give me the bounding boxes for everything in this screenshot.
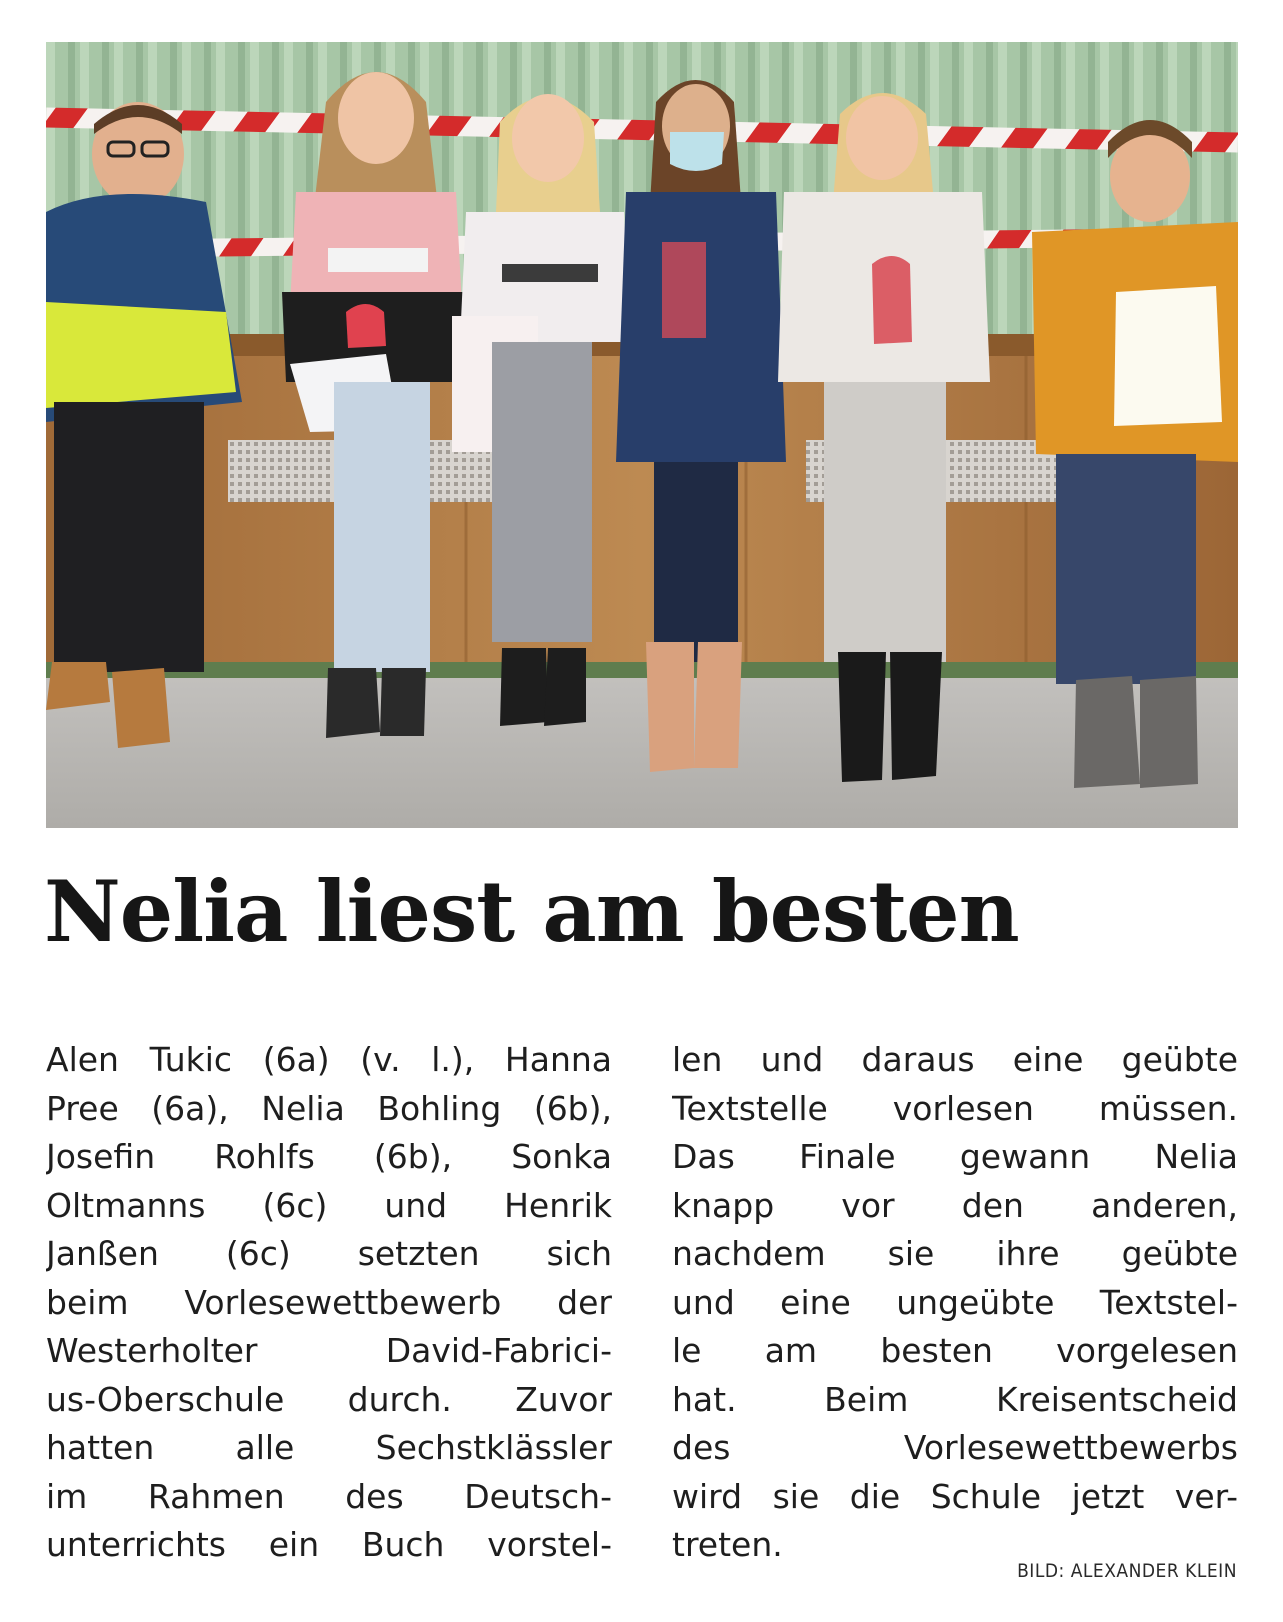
body-line: Das Finale gewann Nelia: [672, 1137, 1238, 1176]
body-line: wird sie die Schule jetzt ver-: [672, 1476, 1238, 1516]
article-body-right: [672, 1036, 1238, 1570]
article-body-left: [46, 1036, 612, 1570]
photo-credit: BILD: ALEXANDER KLEIN: [1017, 1560, 1237, 1582]
article-photo: [46, 42, 1238, 828]
body-line: im Rahmen des Deutsch-: [46, 1476, 612, 1516]
body-line: hat. Beim Kreisentscheid: [672, 1379, 1238, 1419]
body-line: des Vorlesewettbewerbs: [672, 1428, 1238, 1467]
body-line: Josefin Rohlfs (6b), Sonka: [46, 1137, 612, 1176]
body-line: le am besten vorgelesen: [672, 1331, 1238, 1370]
body-line: knapp vor den anderen,: [672, 1185, 1238, 1225]
body-line: und eine ungeübte Textstel-: [672, 1282, 1238, 1322]
photo-children-group: [46, 42, 1238, 828]
body-line: beim Vorlesewettbewerb der: [46, 1282, 612, 1322]
body-line: Pree (6a), Nelia Bohling (6b),: [46, 1088, 612, 1128]
body-line: Textstelle vorlesen müssen.: [672, 1088, 1238, 1128]
body-line: treten.: [672, 1525, 783, 1564]
body-line: Janßen (6c) setzten sich: [46, 1234, 612, 1273]
body-line: nachdem sie ihre geübte: [672, 1234, 1238, 1273]
body-line: Westerholter David-Fabrici-: [46, 1331, 612, 1370]
body-line: hatten alle Sechstklässler: [46, 1428, 612, 1467]
body-line: len und daraus eine geübte: [672, 1040, 1238, 1079]
body-line: us-Oberschule durch. Zuvor: [46, 1379, 612, 1419]
headline: Nelia liest am besten: [44, 862, 1019, 961]
body-line: unterrichts ein Buch vorstel-: [46, 1525, 612, 1564]
floor: [46, 678, 1238, 828]
body-line: Alen Tukic (6a) (v. l.), Hanna: [46, 1040, 612, 1079]
body-line: Oltmanns (6c) und Henrik: [46, 1185, 612, 1225]
